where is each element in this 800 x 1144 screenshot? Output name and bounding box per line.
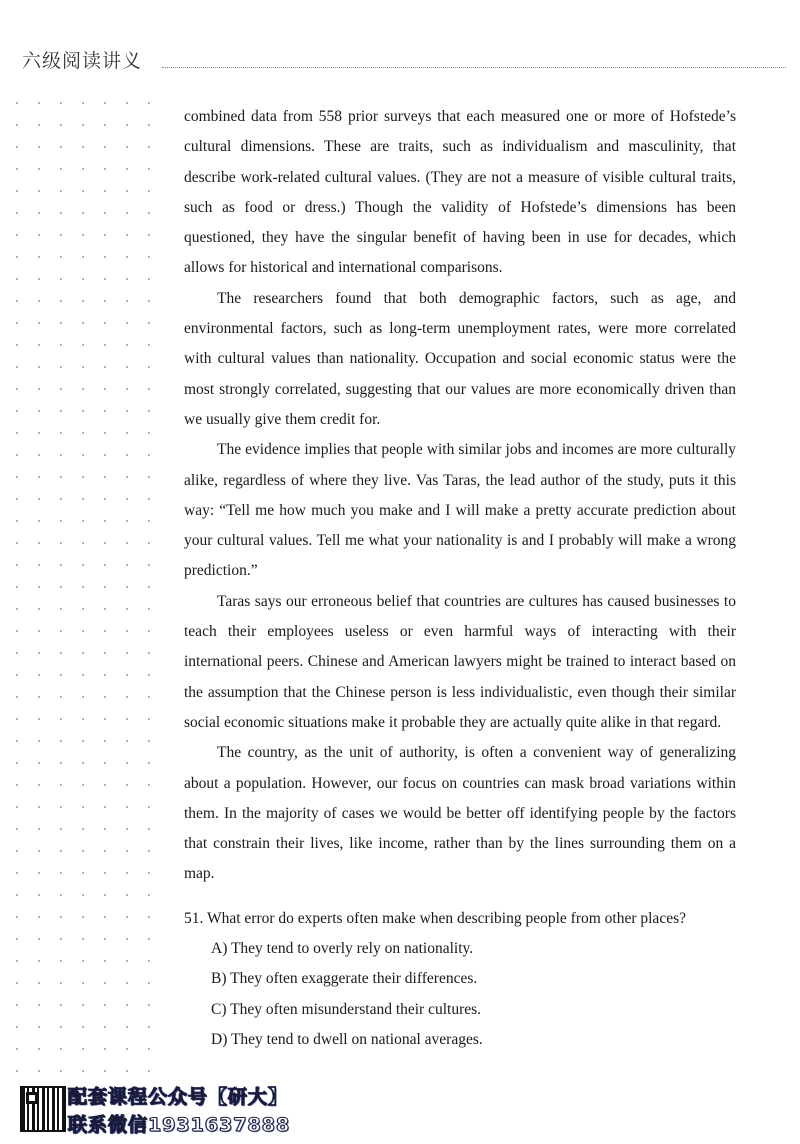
option-c: C) They often misunderstand their cultures.: [211, 1000, 482, 1018]
option-a: A) They tend to overly rely on nationality.: [211, 940, 474, 958]
paragraph: combined data from 558 prior surveys that each measured one or more of Hofstede’s cultural dimensions. These are traits, such as individualism and masculinity, that describe work-related cultural values. (They are not a measure of visible cultural traits, such as food or dress.) Though the validity of Hofstede’s dimensions has been questioned, they have the singular benefit of having been in use for decades, which allows for historical and international comparisons.: [184, 108, 736, 277]
question-51: [184, 904, 736, 1055]
paragraph: The researchers found that both demographic factors, such as age, and environmental factors, such as long-term unemployment rates, were more correlated with cultural values than nationality. Occupation and social economic status were the most strongly correlated, suggesting that our values are more economically driven than we usually give them credit for.: [184, 289, 736, 428]
qr-code-icon: [20, 1086, 66, 1132]
option-b: B) They often exaggerate their differences.: [211, 970, 478, 988]
watermark-line-1: 配套课程公众号【研大】: [68, 1086, 289, 1108]
watermark-line-2: 联系微信1931637888: [68, 1114, 291, 1136]
margin-dot-grid: [0, 92, 170, 1072]
watermark-footer: [20, 1080, 320, 1136]
option-d: D) They tend to dwell on national averages.: [211, 1030, 483, 1048]
paragraph: Taras says our erroneous belief that countries are cultures has caused businesses to teach their employees useless or even harmful ways of interacting with their international peers. Chinese and American lawyers might be trained to interact based on the assumption that the Chinese person is less individualistic, even though their similar social economic situations make it probable they are actually quite alike in that regard.: [184, 592, 736, 731]
passage-body: [184, 102, 736, 1055]
question-stem: 51. What error do experts often make when describing people from other places?: [184, 909, 686, 927]
running-head-title: 六级阅读讲义: [22, 50, 143, 72]
page-header: [0, 0, 800, 90]
header-rule: [162, 67, 786, 68]
paragraph: The country, as the unit of authority, is often a convenient way of generalizing about a population. However, our focus on countries can mask broad variations within them. In the majority of cases we would be better off identifying people by the factors that constrain their lives, like income, rather than by the lines surrounding them on a map.: [184, 744, 736, 883]
paragraph: The evidence implies that people with similar jobs and incomes are more culturally alike, regardless of where they live. Vas Taras, the lead author of the study, puts it this way: “Tell me how much you make and I will make a pretty accurate prediction about your cultural values. Tell me what your nationality is and I probably will make a wrong prediction.”: [184, 441, 736, 580]
